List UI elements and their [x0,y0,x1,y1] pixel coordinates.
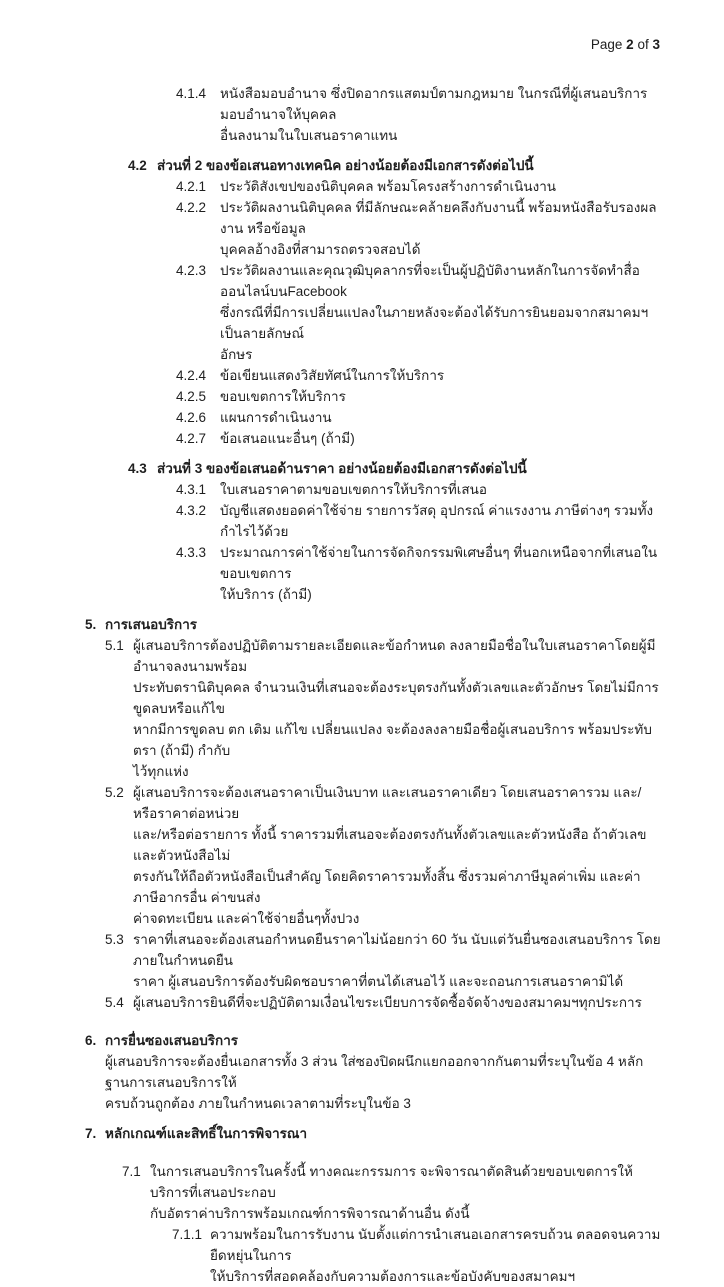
list-item [105,992,662,1013]
page-label: Page [590,37,623,52]
item-text [157,155,662,176]
text-line: ในการเสนอบริการในครั้งนี้ ทางคณะกรรมการ จะพิจารณาตัดสินด้วยขอบเขตการให้บริการที่เสนอประกอบ [150,1164,633,1200]
list-item [176,260,662,365]
item-number: 5.4 [105,995,124,1010]
item-number: 5. [85,617,97,632]
item-text [133,992,662,1013]
item-number: 4.2.1 [176,179,207,194]
item-number: 4.2.3 [176,263,207,278]
text-line: ประวัติผลงานนิติบุคคล ที่มีลักษณะคล้ายคลึงกับงานนี้ พร้อมหนังสือรับรองผลงาน หรือข้อมูล [220,200,657,236]
item-number: 4.2.5 [176,389,207,404]
list-item [85,1030,662,1051]
text-line: ให้บริการที่สอดคล้องกับความต้องการและข้อบังคับของสมาคมฯ [210,1269,576,1284]
text-line: การยื่นซองเสนอบริการ [105,1033,239,1048]
text-line: ราคาที่เสนอจะต้องเสนอกำหนดยืนราคาไม่น้อยกว่า 60 วัน นับแต่วันยื่นซองเสนอบริการ โดยภายในกำหนดยืน [133,932,661,968]
text-line: ส่วนที่ 2 ของข้อเสนอทางเทคนิค อย่างน้อยต้องมีเอกสารดังต่อไปนี้ [157,158,534,173]
list-item [176,197,662,260]
item-text [220,365,662,386]
item-text [220,542,662,605]
text-line: หลักเกณฑ์และสิทธิ์ในการพิจารณา [105,1126,308,1141]
of-label: of [637,37,649,52]
item-text [105,614,662,635]
text-line: ค่าจดทะเบียน และค่าใช้จ่ายอื่นๆทั้งปวง [133,911,360,926]
item-text [105,1030,662,1051]
text-line: ขอบเขตการให้บริการ [220,389,346,404]
item-number: 4.2.4 [176,368,207,383]
list-item [176,386,662,407]
item-number: 7. [85,1126,97,1141]
text-line: อื่นลงนามในใบเสนอราคาแทน [220,128,398,143]
list-item [85,614,662,635]
page-number: 2 [626,37,634,52]
item-text [220,176,662,197]
text-line: ผู้เสนอบริการยินดีที่จะปฏิบัติตามเงื่อนไขระเบียบการจัดซื้อจัดจ้างของสมาคมฯทุกประการ [133,995,642,1010]
item-number: 4.3.3 [176,545,207,560]
document-body [0,83,724,1287]
item-text [220,386,662,407]
item-text [133,929,662,992]
list-item [105,635,662,782]
item-number: 4.1.4 [176,86,207,101]
list-item [176,365,662,386]
text-line: อักษร [220,347,253,362]
text-line: บัญชีแสดงยอดค่าใช้จ่าย รายการวัสดุ อุปกรณ์ ค่าแรงงาน ภาษีต่างๆ รวมทั้งกำไรไว้ด้วย [220,503,654,539]
item-number: 7.1 [122,1164,141,1179]
text-line: ครบถ้วนถูกต้อง ภายในกำหนดเวลาตามที่ระบุในข้อ 3 [105,1096,411,1111]
item-text [105,1123,662,1144]
text-line: ส่วนที่ 3 ของข้อเสนอด้านราคา อย่างน้อยต้องมีเอกสารดังต่อไปนี้ [157,461,527,476]
text-line: ประวัติสังเขปของนิติบุคคล พร้อมโครงสร้างการดำเนินงาน [220,179,557,194]
item-number: 4.2 [128,158,147,173]
list-item [176,479,662,500]
item-number: 5.3 [105,932,124,947]
item-text [210,1224,662,1287]
text-line: และ/หรือต่อรายการ ทั้งนี้ ราคารวมที่เสนอจะต้องตรงกันทั้งตัวเลขและตัวหนังสือ ถ้าตัวเลขและตัวหนังสือไม่ [133,827,647,863]
text-line: ข้อเขียนแสดงวิสัยทัศน์ในการให้บริการ [220,368,445,383]
item-text [220,479,662,500]
list-item [176,407,662,428]
item-number: 4.2.2 [176,200,207,215]
list-item [85,1051,662,1114]
item-text [220,260,662,365]
item-text [220,407,662,428]
list-item [128,458,662,479]
item-text [220,500,662,542]
item-text [105,1051,662,1114]
item-number: 6. [85,1033,97,1048]
list-item [122,1161,662,1224]
text-line: ตรงกันให้ถือตัวหนังสือเป็นสำคัญ โดยคิดราคารวมทั้งสิ้น ซึ่งรวมค่าภาษีมูลค่าเพิ่ม และค่าภาษีอากรอื่น ค่าขนส่ง [133,869,641,905]
total-pages: 3 [652,37,660,52]
text-line: ข้อเสนอแนะอื่นๆ (ถ้ามี) [220,431,355,446]
list-item [128,155,662,176]
item-text [133,635,662,782]
text-line: ใบเสนอราคาตามขอบเขตการให้บริการที่เสนอ [220,482,487,497]
text-line: ไว้ทุกแห่ง [133,764,189,779]
text-line: กับอัตราค่าบริการพร้อมเกณฑ์การพิจารณาด้านอื่น ดังนี้ [150,1206,470,1221]
item-number: 4.2.7 [176,431,207,446]
list-item [176,83,662,146]
list-item [105,929,662,992]
list-item [172,1224,662,1287]
item-text [220,83,662,146]
text-line: หนังสือมอบอำนาจ ซึ่งปิดอากรแสตมป์ตามกฎหมาย ในกรณีที่ผู้เสนอบริการมอบอำนาจให้บุคคล [220,86,648,122]
text-line: ซึ่งกรณีที่มีการเปลี่ยนแปลงในภายหลังจะต้องได้รับการยินยอมจากสมาคมฯ เป็นลายลักษณ์ [220,305,649,341]
item-number: 4.3 [128,461,147,476]
item-number: 5.1 [105,638,124,653]
list-item [105,782,662,929]
item-text [220,197,662,260]
item-number: 5.2 [105,785,124,800]
text-line: ผู้เสนอบริการจะต้องยื่นเอกสารทั้ง 3 ส่วน ใส่ซองปิดผนึกแยกออกจากกันตามที่ระบุในข้อ 4 หลักฐานการเสนอบริการให้ [105,1054,644,1090]
item-text [157,458,662,479]
text-line: ประมาณการค่าใช้จ่ายในการจัดกิจกรรมพิเศษอื่นๆ ที่นอกเหนือจากที่เสนอในขอบเขตการ [220,545,658,581]
item-number: 4.2.6 [176,410,207,425]
text-line: ให้บริการ (ถ้ามี) [220,587,312,602]
text-line: ราคา ผู้เสนอบริการต้องรับผิดชอบราคาที่ตนได้เสนอไว้ และจะถอนการเสนอราคามิได้ [133,974,624,989]
text-line: ประทับตรานิติบุคคล จำนวนเงินที่เสนอจะต้องระบุตรงกันทั้งตัวเลขและตัวอักษร โดยไม่มีการขูดลบหรือแก้ไข [133,680,659,716]
text-line: ความพร้อมในการรับงาน นับตั้งแต่การนำเสนอเอกสารครบถ้วน ตลอดจนความยืดหยุ่นในการ [210,1227,661,1263]
text-line: ผู้เสนอบริการต้องปฏิบัติตามรายละเอียดและข้อกำหนด ลงลายมือชื่อในใบเสนอราคาโดยผู้มีอำนาจลงนามพร้อม [133,638,656,674]
item-number: 4.3.1 [176,482,207,497]
text-line: หากมีการขูดลบ ตก เติม แก้ไข เปลี่ยนแปลง จะต้องลงลายมือชื่อผู้เสนอบริการ พร้อมประทับตรา (ถ้ามี) กำกับ [133,722,652,758]
text-line: ผู้เสนอบริการจะต้องเสนอราคาเป็นเงินบาท และเสนอราคาเดียว โดยเสนอราคารวม และ/หรือราคาต่อหน่วย [133,785,642,821]
page-header [0,0,724,55]
item-number: 4.3.2 [176,503,207,518]
text-line: บุคคลอ้างอิงที่สามารถตรวจสอบได้ [220,242,421,257]
text-line: ประวัติผลงานและคุณวุฒิบุคลากรที่จะเป็นผู้ปฏิบัติงานหลักในการจัดทำสื่อออนไลน์บนFacebook [220,263,640,299]
list-item [176,176,662,197]
list-item [176,542,662,605]
item-number: 7.1.1 [172,1227,203,1242]
item-text [150,1161,662,1224]
item-text [133,782,662,929]
text-line: แผนการดำเนินงาน [220,410,332,425]
list-item [85,1123,662,1144]
list-item [176,500,662,542]
item-text [220,428,662,449]
text-line: การเสนอบริการ [105,617,198,632]
list-item [176,428,662,449]
